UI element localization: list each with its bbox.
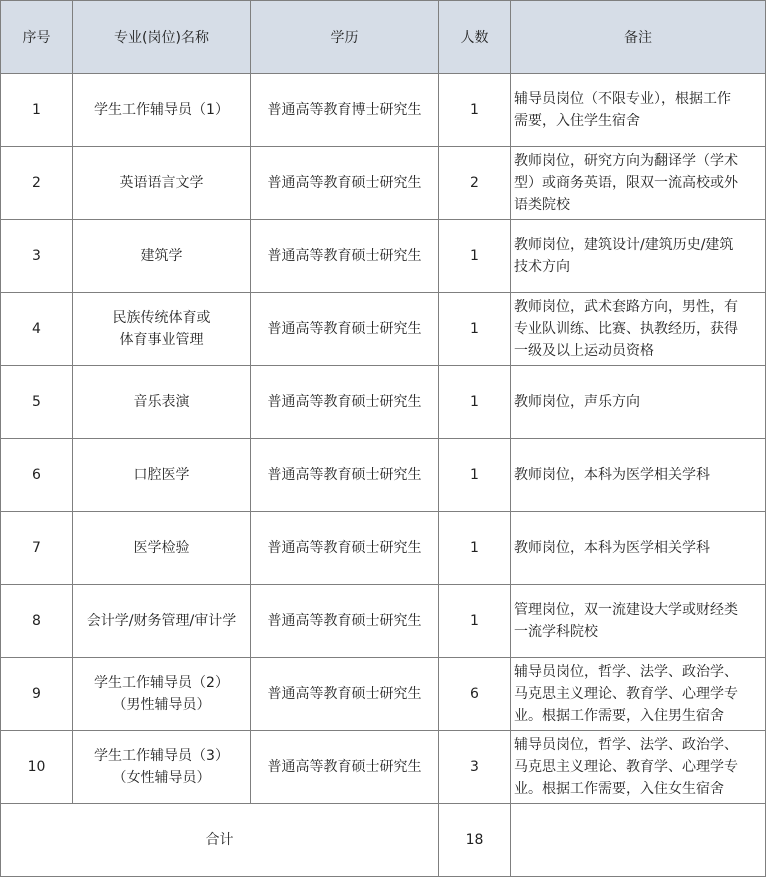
note-line: 业。根据工作需要，入住男生宿舍 (514, 708, 724, 724)
table-row (1, 585, 766, 658)
table-row (1, 293, 766, 366)
major-line: 会计学/财务管理/审计学 (86, 613, 237, 629)
header-no: 序号 (1, 1, 73, 74)
cell-degree: 普通高等教育硕士研究生 (251, 439, 439, 512)
major-line: 民族传统体育或 (112, 310, 211, 326)
cell-note (511, 147, 766, 220)
note-line: 教师岗位，本科为医学相关学科 (514, 467, 710, 483)
cell-note (511, 74, 766, 147)
note-line: 教师岗位，声乐方向 (514, 394, 640, 410)
cell-degree: 普通高等教育硕士研究生 (251, 366, 439, 439)
cell-major (73, 658, 251, 731)
cell-degree: 普通高等教育硕士研究生 (251, 220, 439, 293)
table-row (1, 74, 766, 147)
table-body (1, 74, 766, 804)
note-line: 语类院校 (514, 197, 570, 213)
major-line: （女性辅导员） (112, 770, 211, 786)
table-row (1, 439, 766, 512)
cell-note (511, 585, 766, 658)
cell-note (511, 439, 766, 512)
cell-no: 2 (1, 147, 73, 220)
cell-no: 6 (1, 439, 73, 512)
note-line: 专业队训练、比赛、执教经历，获得 (514, 321, 738, 337)
cell-major (73, 220, 251, 293)
note-line: 教师岗位，研究方向为翻译学（学术 (514, 153, 738, 169)
total-note (511, 804, 766, 877)
table-row (1, 366, 766, 439)
major-line: 学生工作辅导员（1） (94, 102, 229, 118)
cell-major (73, 731, 251, 804)
cell-note (511, 658, 766, 731)
cell-count: 1 (439, 220, 511, 293)
cell-note (511, 220, 766, 293)
note-line: 马克思主义理论、教育学、心理学专 (514, 686, 738, 702)
total-count: 18 (439, 804, 511, 877)
cell-degree: 普通高等教育硕士研究生 (251, 658, 439, 731)
cell-note (511, 731, 766, 804)
major-line: 体育事业管理 (119, 332, 204, 348)
note-line: 教师岗位，本科为医学相关学科 (514, 540, 710, 556)
table-row (1, 512, 766, 585)
note-line: 教师岗位，武术套路方向，男性，有 (514, 299, 738, 315)
cell-major (73, 512, 251, 585)
cell-major (73, 585, 251, 658)
note-line: 辅导员岗位，哲学、法学、政治学、 (514, 737, 738, 753)
cell-count: 1 (439, 74, 511, 147)
major-line: 音乐表演 (133, 394, 190, 410)
note-line: 马克思主义理论、教育学、心理学专 (514, 759, 738, 775)
cell-major (73, 366, 251, 439)
table-row (1, 147, 766, 220)
cell-note (511, 293, 766, 366)
note-line: 需要，入住学生宿舍 (514, 113, 640, 129)
cell-degree: 普通高等教育硕士研究生 (251, 293, 439, 366)
header-major: 专业(岗位)名称 (73, 1, 251, 74)
cell-degree: 普通高等教育硕士研究生 (251, 147, 439, 220)
major-line: 建筑学 (140, 248, 183, 264)
cell-no: 9 (1, 658, 73, 731)
cell-no: 7 (1, 512, 73, 585)
note-line: 管理岗位，双一流建设大学或财经类 (514, 602, 738, 618)
cell-major (73, 293, 251, 366)
cell-no: 3 (1, 220, 73, 293)
major-line: 口腔医学 (133, 467, 190, 483)
major-line: 学生工作辅导员（3） (94, 748, 229, 764)
note-line: 教师岗位，建筑设计/建筑历史/建筑 (514, 237, 734, 253)
cell-note (511, 512, 766, 585)
cell-degree: 普通高等教育硕士研究生 (251, 585, 439, 658)
table-row (1, 658, 766, 731)
cell-count: 6 (439, 658, 511, 731)
header-degree: 学历 (251, 1, 439, 74)
cell-degree: 普通高等教育硕士研究生 (251, 512, 439, 585)
note-line: 一流学科院校 (514, 624, 598, 640)
cell-degree: 普通高等教育硕士研究生 (251, 731, 439, 804)
cell-count: 1 (439, 585, 511, 658)
cell-no: 4 (1, 293, 73, 366)
cell-count: 1 (439, 293, 511, 366)
cell-count: 1 (439, 512, 511, 585)
major-line: （男性辅导员） (112, 697, 211, 713)
note-line: 技术方向 (514, 259, 570, 275)
table-row (1, 731, 766, 804)
header-row (1, 1, 766, 74)
cell-count: 1 (439, 439, 511, 512)
total-label: 合计 (1, 804, 439, 877)
note-line: 型）或商务英语，限双一流高校或外 (514, 175, 738, 191)
cell-note (511, 366, 766, 439)
note-line: 辅导员岗位，哲学、法学、政治学、 (514, 664, 738, 680)
note-line: 辅导员岗位（不限专业），根据工作 (514, 91, 731, 107)
cell-major (73, 439, 251, 512)
cell-no: 1 (1, 74, 73, 147)
cell-major (73, 74, 251, 147)
note-line: 业。根据工作需要，入住女生宿舍 (514, 781, 724, 797)
total-row (1, 804, 766, 877)
cell-degree: 普通高等教育博士研究生 (251, 74, 439, 147)
cell-no: 5 (1, 366, 73, 439)
note-line: 一级及以上运动员资格 (514, 343, 654, 359)
cell-count: 1 (439, 366, 511, 439)
cell-count: 3 (439, 731, 511, 804)
cell-major (73, 147, 251, 220)
table-row (1, 220, 766, 293)
cell-no: 10 (1, 731, 73, 804)
cell-no: 8 (1, 585, 73, 658)
header-note: 备注 (511, 1, 766, 74)
major-line: 学生工作辅导员（2） (94, 675, 229, 691)
cell-count: 2 (439, 147, 511, 220)
header-count: 人数 (439, 1, 511, 74)
major-line: 医学检验 (133, 540, 190, 556)
major-line: 英语语言文学 (119, 175, 204, 191)
